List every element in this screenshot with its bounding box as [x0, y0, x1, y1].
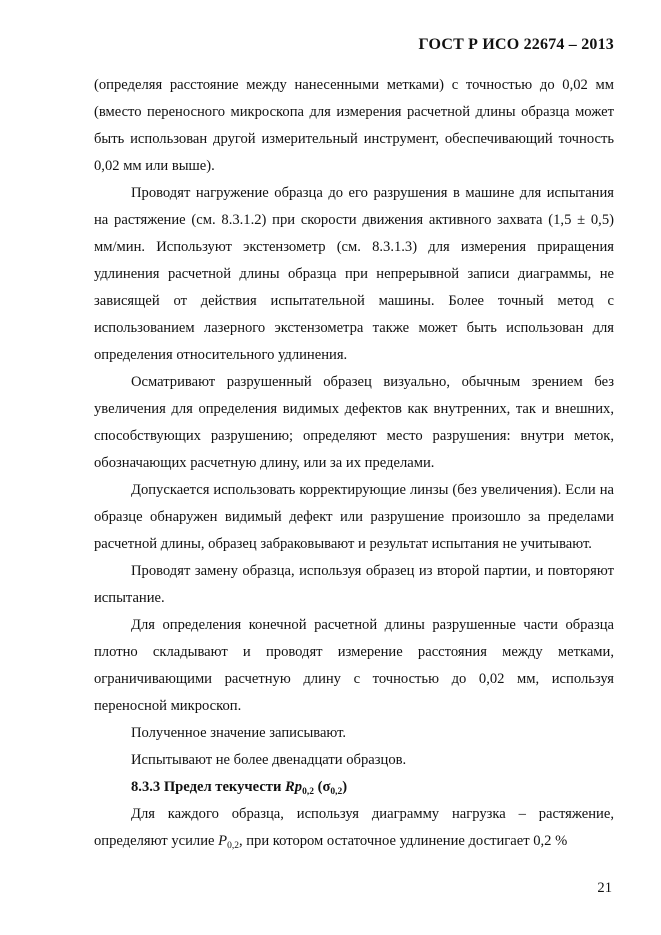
- paragraph-yield-force-start: Для каждого образца, используя диаграмму нагрузка – растяжение, определяют усилие: [94, 806, 614, 849]
- body-text: [94, 72, 614, 855]
- paragraph-record-value: Полученное значение записывают.: [131, 725, 347, 741]
- force-symbol-subscript: 0,2: [227, 841, 239, 851]
- paragraph-measurement-note: (определяя расстояние между нанесенными метками) с точностью до 0,02 мм (вместо переносного микроскопа для измерения расчетной длины образца может быть использован другой измерительный инструмент, обеспечивающий точность 0,02 мм или выше).: [94, 77, 614, 174]
- paragraph-replacement: Проводят замену образца, используя образец из второй партии, и повторяют испытание.: [94, 563, 614, 606]
- paragraph-inspection: Осматривают разрушенный образец визуально, обычным зрением без увеличения для определения видимых дефектов как внутренних, так и внешних, способствующих разрушению; определяют место разрушения: внутри меток, обозначающих расчетную длину, или за их пределами.: [94, 374, 614, 471]
- paragraph-specimen-count: Испытывают не более двенадцати образцов.: [131, 752, 407, 768]
- standard-header: ГОСТ Р ИСО 22674 – 2013: [418, 36, 614, 53]
- paragraph-yield-force: [94, 801, 614, 855]
- paragraph-loading: Проводят нагружение образца до его разрушения в машине для испытания на растяжение (см. 8.3.1.2) при скорости движения активного захвата (1,5 ± 0,5) мм/мин. Используют экстензометр (см. 8.3.1.3) для измерения приращения удлинения расчетной длины образца при непрерывной записи диаграммы, не зависящей от действия испытательной машины. Более точный метод с использованием лазерного экстензометра также может быть использован для определения относительного удлинения.: [94, 185, 614, 363]
- paragraph-yield-force-end: , при котором остаточное удлинение достигает 0,2 %: [238, 833, 568, 849]
- paragraph-final-length: Для определения конечной расчетной длины разрушенные части образца плотно складывают и проводят измерение расстояния между метками, ограничивающими расчетную длину с точностью до 0,02 мм, используя переносной микроскоп.: [94, 617, 614, 714]
- section-sigma-close: ): [342, 779, 348, 795]
- force-symbol: P: [218, 833, 228, 849]
- section-heading-title: 8.3.3 Предел текучести: [131, 779, 286, 795]
- paragraph-corrective-lenses: Допускается использовать корректирующие линзы (без увеличения). Если на образце обнаружен видимый дефект или разрушение произошло за пределами расчетной длины, образец забраковывают и результат испытания не учитывают.: [94, 482, 614, 552]
- section-symbol: Rp: [285, 779, 303, 795]
- page-number: 21: [597, 880, 612, 896]
- section-sigma-open: (σ: [313, 779, 331, 795]
- section-sigma-subscript: 0,2: [330, 787, 343, 797]
- section-symbol-subscript: 0,2: [302, 787, 314, 797]
- section-heading: [94, 774, 614, 801]
